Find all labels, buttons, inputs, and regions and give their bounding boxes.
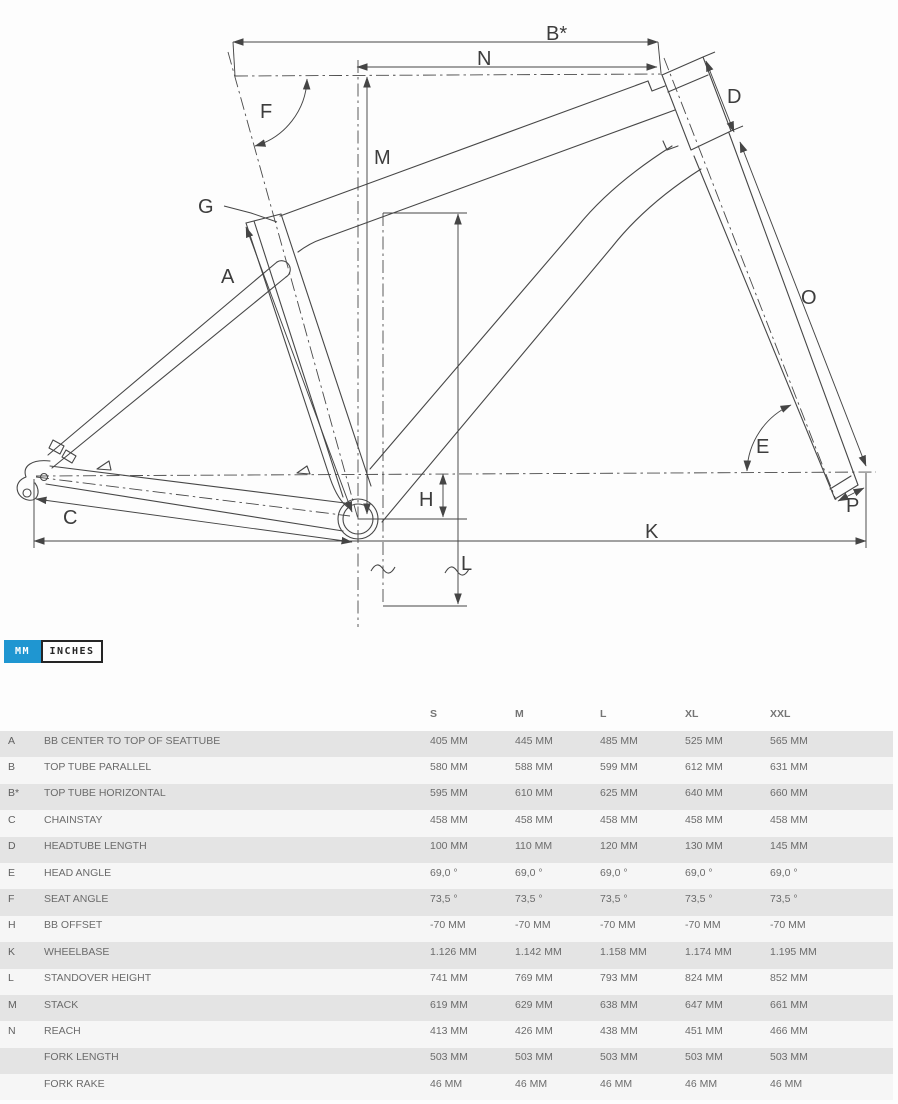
row-value: 1.158 MM — [600, 945, 647, 958]
dimension-label-g: G — [198, 196, 214, 218]
row-value: 46 MM — [685, 1077, 718, 1090]
row-value: 73,5 ° — [515, 892, 543, 905]
row-label: TOP TUBE PARALLEL — [44, 760, 152, 773]
row-value: 625 MM — [600, 787, 638, 800]
row-value: 610 MM — [515, 787, 553, 800]
table-row — [0, 942, 893, 968]
column-header-xl: XL — [685, 707, 699, 720]
dimension-label-k: K — [645, 521, 659, 543]
row-value: -70 MM — [600, 919, 636, 932]
dimension-label-o: O — [801, 287, 817, 309]
row-value: 503 MM — [600, 1051, 638, 1064]
row-value: 612 MM — [685, 760, 723, 773]
row-value: 73,5 ° — [685, 892, 713, 905]
row-value: 46 MM — [770, 1077, 803, 1090]
row-label: HEAD ANGLE — [44, 866, 112, 879]
row-value: 1.142 MM — [515, 945, 562, 958]
row-value: 69,0 ° — [515, 866, 543, 879]
geometry-table — [0, 704, 893, 1100]
column-header-m: M — [515, 707, 524, 720]
row-letter: D — [8, 840, 16, 853]
row-value: 426 MM — [515, 1024, 553, 1037]
row-value: 503 MM — [770, 1051, 808, 1064]
row-value: 458 MM — [685, 813, 723, 826]
row-letter: B — [8, 760, 16, 773]
row-value: 69,0 ° — [685, 866, 713, 879]
row-label: CHAINSTAY — [44, 813, 103, 826]
row-letter: H — [8, 919, 16, 932]
row-value: 110 MM — [515, 840, 553, 853]
row-value: 580 MM — [430, 760, 468, 773]
row-letter: B* — [8, 787, 20, 800]
dimension-label-c: C — [63, 507, 78, 529]
row-value: 438 MM — [600, 1024, 638, 1037]
row-value: 599 MM — [600, 760, 638, 773]
row-label: TOP TUBE HORIZONTAL — [44, 787, 166, 800]
row-value: 145 MM — [770, 840, 808, 853]
row-value: 503 MM — [685, 1051, 723, 1064]
row-label: FORK RAKE — [44, 1077, 105, 1090]
unit-toggle — [4, 640, 898, 663]
table-row — [0, 757, 893, 783]
table-row — [0, 969, 893, 995]
row-value: -70 MM — [685, 919, 721, 932]
row-value: 73,5 ° — [430, 892, 458, 905]
row-value: 46 MM — [515, 1077, 548, 1090]
row-value: 565 MM — [770, 734, 808, 747]
row-label: FORK LENGTH — [44, 1051, 119, 1064]
row-value: 503 MM — [515, 1051, 553, 1064]
row-value: 595 MM — [430, 787, 468, 800]
dimension-label-a: A — [221, 266, 235, 288]
table-row — [0, 1021, 893, 1047]
row-value: 1.195 MM — [770, 945, 817, 958]
dimension-label-p: P — [846, 495, 860, 517]
row-value: 525 MM — [685, 734, 723, 747]
table-header-row — [0, 704, 893, 731]
table-row — [0, 731, 893, 757]
table-row — [0, 784, 893, 810]
row-value: 661 MM — [770, 998, 808, 1011]
row-value: 793 MM — [600, 972, 638, 985]
row-letter: A — [8, 734, 16, 747]
row-letter: N — [8, 1024, 16, 1037]
row-value: 120 MM — [600, 840, 638, 853]
row-value: 73,5 ° — [600, 892, 628, 905]
row-label: STACK — [44, 998, 79, 1011]
column-header-l: L — [600, 707, 607, 720]
row-value: 458 MM — [515, 813, 553, 826]
row-letter: K — [8, 945, 16, 958]
row-value: 619 MM — [430, 998, 468, 1011]
column-header-s: S — [430, 707, 438, 720]
dimension-label-f: F — [260, 101, 273, 123]
dimension-label-m: M — [374, 147, 391, 169]
row-value: 458 MM — [430, 813, 468, 826]
table-row — [0, 889, 893, 915]
row-value: 458 MM — [770, 813, 808, 826]
row-letter: L — [8, 972, 14, 985]
row-value: 769 MM — [515, 972, 553, 985]
row-label: REACH — [44, 1024, 81, 1037]
dimension-label-e: E — [756, 436, 770, 458]
dimension-label-bstar: B* — [546, 23, 568, 45]
table-row — [0, 1074, 893, 1100]
dimension-labels — [63, 23, 859, 575]
row-value: 69,0 ° — [600, 866, 628, 879]
dimension-label-l: L — [461, 553, 473, 575]
row-value: 638 MM — [600, 998, 638, 1011]
row-label: BB CENTER TO TOP OF SEATTUBE — [44, 734, 221, 747]
row-value: 458 MM — [600, 813, 638, 826]
row-label: SEAT ANGLE — [44, 892, 109, 905]
row-value: 629 MM — [515, 998, 553, 1011]
row-letter: M — [8, 998, 17, 1011]
row-value: 503 MM — [430, 1051, 468, 1064]
mm-button[interactable]: MM — [4, 640, 41, 663]
row-value: 69,0 ° — [430, 866, 458, 879]
row-value: 631 MM — [770, 760, 808, 773]
row-value: 100 MM — [430, 840, 468, 853]
row-value: 741 MM — [430, 972, 468, 985]
table-row — [0, 810, 893, 836]
row-value: 660 MM — [770, 787, 808, 800]
row-value: 130 MM — [685, 840, 723, 853]
table-row — [0, 863, 893, 889]
column-header-xxl: XXL — [770, 707, 791, 720]
row-value: 1.126 MM — [430, 945, 477, 958]
row-value: 588 MM — [515, 760, 553, 773]
dimension-label-h: H — [419, 489, 434, 511]
dimension-lines — [34, 42, 866, 606]
row-value: 852 MM — [770, 972, 808, 985]
row-value: 485 MM — [600, 734, 638, 747]
row-value: 46 MM — [600, 1077, 633, 1090]
row-value: 824 MM — [685, 972, 723, 985]
table-row — [0, 837, 893, 863]
row-value: -70 MM — [430, 919, 466, 932]
row-value: -70 MM — [515, 919, 551, 932]
row-value: 466 MM — [770, 1024, 808, 1037]
row-label: BB OFFSET — [44, 919, 103, 932]
row-letter: E — [8, 866, 16, 879]
dimension-label-n: N — [477, 48, 492, 70]
row-value: 73,5 ° — [770, 892, 798, 905]
row-value: 69,0 ° — [770, 866, 798, 879]
table-row — [0, 995, 893, 1021]
row-letter: C — [8, 813, 16, 826]
row-value: 1.174 MM — [685, 945, 732, 958]
row-value: 640 MM — [685, 787, 723, 800]
row-value: 413 MM — [430, 1024, 468, 1037]
table-row — [0, 916, 893, 942]
row-letter: F — [8, 892, 15, 905]
row-label: WHEELBASE — [44, 945, 110, 958]
dimension-label-d: D — [727, 86, 742, 108]
table-row — [0, 1048, 893, 1074]
row-value: 46 MM — [430, 1077, 463, 1090]
row-label: HEADTUBE LENGTH — [44, 840, 147, 853]
row-value: 451 MM — [685, 1024, 723, 1037]
row-value: -70 MM — [770, 919, 806, 932]
frame-outline — [17, 57, 858, 539]
row-label: STANDOVER HEIGHT — [44, 972, 152, 985]
row-value: 445 MM — [515, 734, 553, 747]
row-value: 405 MM — [430, 734, 468, 747]
row-value: 647 MM — [685, 998, 723, 1011]
inches-button[interactable]: INCHES — [41, 640, 103, 663]
